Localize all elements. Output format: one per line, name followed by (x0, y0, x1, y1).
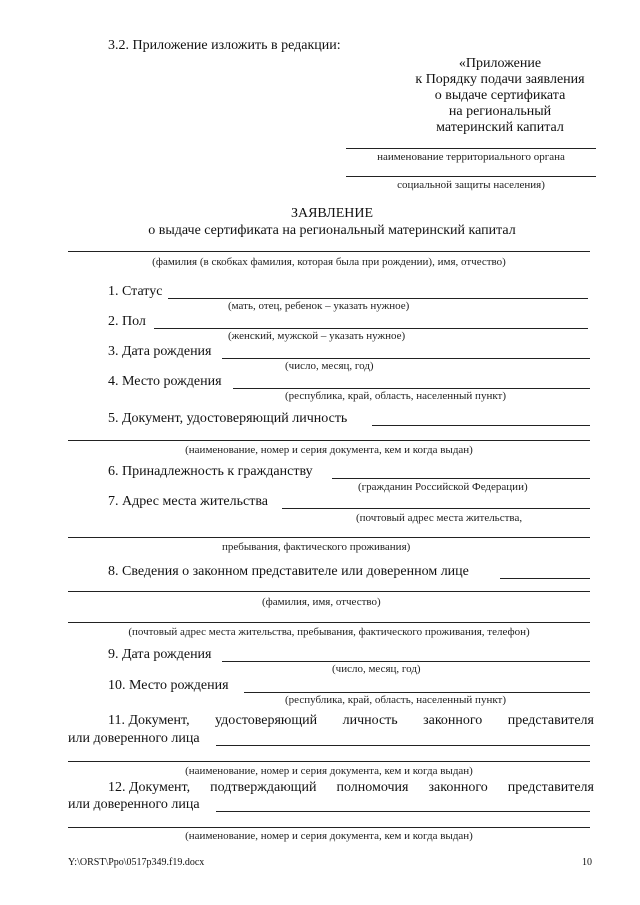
birth-place-hint: (республика, край, область, населенный пункт) (285, 390, 506, 402)
rep-authority-doc-label-2: или доверенного лица (68, 797, 200, 812)
representative-label: 8. Сведения о законном представителе или доверенном лице (108, 564, 469, 579)
address-field-2[interactable] (68, 537, 590, 538)
rep-authority-doc-field-2[interactable] (68, 827, 590, 828)
sex-label: 2. Пол (108, 314, 146, 329)
appendix-line: «Приложение (458, 56, 542, 71)
rep-identity-doc-label-2: или доверенного лица (68, 731, 200, 746)
address-label: 7. Адрес места жительства (108, 494, 268, 509)
label-word: удостоверяющий (215, 713, 318, 728)
birth-place-field[interactable] (233, 388, 590, 389)
representative-field[interactable] (500, 578, 590, 579)
organ-name-line-1[interactable] (346, 148, 596, 149)
citizenship-label: 6. Принадлежность к гражданству (108, 464, 313, 479)
identity-doc-field-2[interactable] (68, 440, 590, 441)
status-label: 1. Статус (108, 284, 163, 299)
rep-authority-doc-field[interactable] (216, 811, 590, 812)
fio-caption: (фамилия (в скобках фамилия, которая была при рождении), имя, отчество) (152, 256, 506, 268)
label-word: представителя (507, 713, 594, 728)
label-word: представителя (507, 780, 594, 795)
identity-doc-hint: (наименование, номер и серия документа, кем и когда выдан) (185, 444, 473, 456)
label-word: 11. Документ, (108, 713, 190, 728)
citizenship-field[interactable] (332, 478, 590, 479)
organ-name-line-2[interactable] (346, 176, 596, 177)
intro-text: 3.2. Приложение изложить в редакции: (108, 38, 341, 53)
sex-field[interactable] (154, 328, 588, 329)
document-title: ЗАЯВЛЕНИЕ (290, 206, 374, 221)
representative-name-hint: (фамилия, имя, отчество) (262, 596, 381, 608)
appendix-line: к Порядку подачи заявления (415, 72, 585, 87)
rep-identity-doc-hint: (наименование, номер и серия документа, кем и когда выдан) (185, 765, 473, 777)
rep-authority-doc-label (108, 780, 594, 796)
rep-birth-place-field[interactable] (244, 692, 590, 693)
organ-caption-2: социальной защиты населения) (397, 179, 545, 191)
address-hint-1: (почтовый адрес места жительства, (356, 512, 523, 524)
representative-name-field[interactable] (68, 591, 590, 592)
birth-date-label: 3. Дата рождения (108, 344, 212, 359)
label-word: законного (428, 780, 488, 795)
birth-place-label: 4. Место рождения (108, 374, 222, 389)
fio-line[interactable] (68, 251, 590, 252)
birth-date-field[interactable] (222, 358, 590, 359)
address-hint-2: пребывания, фактического проживания) (222, 541, 411, 553)
label-word: полномочия (336, 780, 409, 795)
citizenship-hint: (гражданин Российской Федерации) (358, 481, 528, 493)
rep-birth-place-hint: (республика, край, область, населенный пункт) (285, 694, 506, 706)
label-word: 12. Документ, (108, 780, 191, 795)
status-field[interactable] (168, 298, 588, 299)
label-word: подтверждающий (210, 780, 317, 795)
representative-address-hint: (почтовый адрес места жительства, пребывания, фактического проживания, телефон) (128, 626, 530, 638)
rep-birth-date-label: 9. Дата рождения (108, 647, 212, 662)
appendix-line: материнский капитал (436, 120, 564, 135)
organ-caption-1: наименование территориального органа (377, 151, 565, 163)
rep-birth-date-field[interactable] (222, 661, 590, 662)
appendix-line: о выдаче сертификата (434, 88, 566, 103)
footer-file-path: Y:\ORST\Ppo\0517p349.f19.docx (68, 857, 205, 868)
identity-doc-field[interactable] (372, 425, 590, 426)
status-hint: (мать, отец, ребенок – указать нужное) (228, 300, 410, 312)
sex-hint: (женский, мужской – указать нужное) (228, 330, 406, 342)
representative-address-field[interactable] (68, 622, 590, 623)
document-subtitle: о выдаче сертификата на региональный материнский капитал (148, 223, 516, 238)
label-word: законного (423, 713, 483, 728)
rep-birth-place-label: 10. Место рождения (108, 678, 229, 693)
rep-identity-doc-label (108, 713, 594, 729)
identity-doc-label: 5. Документ, удостоверяющий личность (108, 411, 348, 426)
appendix-heading (390, 56, 610, 136)
rep-identity-doc-field-2[interactable] (68, 761, 590, 762)
birth-date-hint: (число, месяц, год) (285, 360, 374, 372)
address-field[interactable] (282, 508, 590, 509)
rep-authority-doc-hint: (наименование, номер и серия документа, кем и когда выдан) (185, 830, 473, 842)
rep-birth-date-hint: (число, месяц, год) (332, 663, 421, 675)
appendix-line: на региональный (448, 104, 552, 119)
footer-page-number: 10 (582, 857, 592, 868)
label-word: личность (342, 713, 398, 728)
rep-identity-doc-field[interactable] (216, 745, 590, 746)
